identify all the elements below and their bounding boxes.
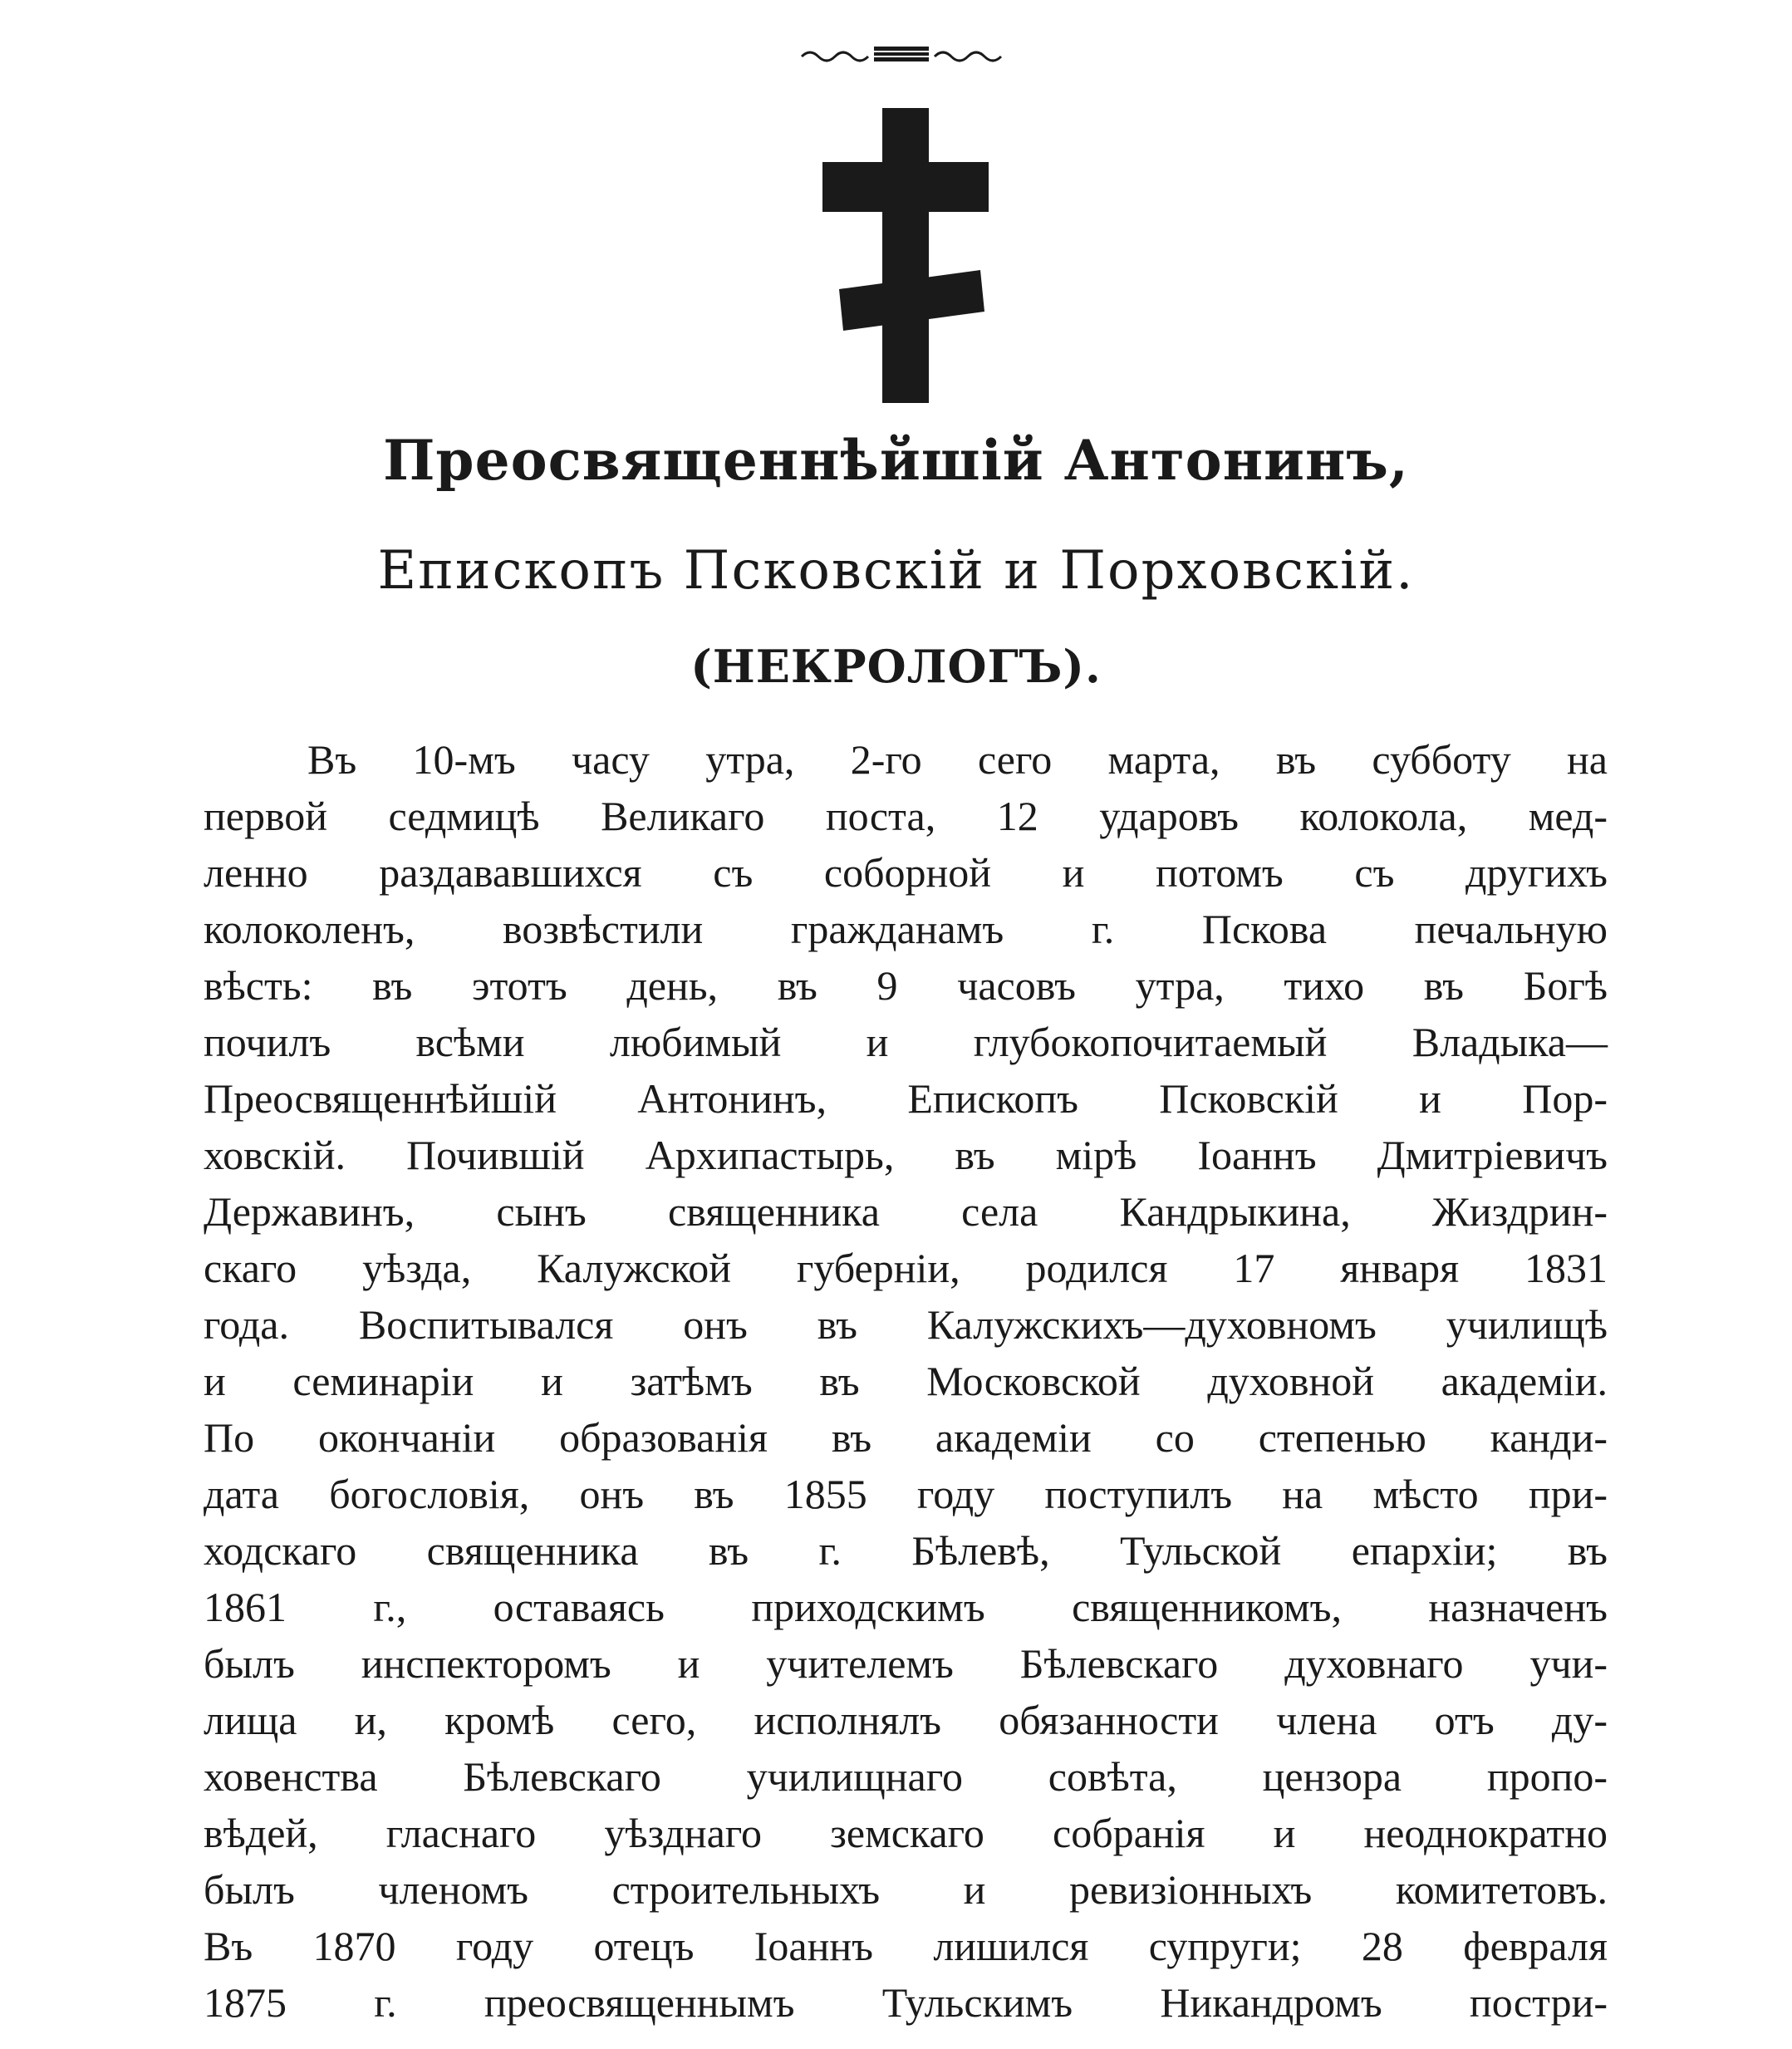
text-line: Въ 10-мъ часу утра, 2-го сего марта, въ субботу на xyxy=(307,736,1608,783)
text-line: 1861 г., оставаясь приходскимъ священникомъ, назначенъ xyxy=(204,1584,1608,1630)
text-line: года. Воспитывался онъ въ Калужскихъ—духовномъ училищѣ xyxy=(204,1301,1608,1348)
text-line: 1875 г. преосвященнымъ Тульскимъ Никандромъ постри- xyxy=(204,1979,1608,2026)
text-line: дата богословія, онъ въ 1855 году поступилъ на мѣсто при- xyxy=(204,1471,1608,1517)
text-line: былъ инспекторомъ и учителемъ Бѣлевскаго духовнаго учи- xyxy=(204,1640,1608,1687)
text-line: вѣдей, гласнаго уѣзднаго земскаго собранія и неоднократно xyxy=(204,1810,1608,1856)
bishop-name: Преосвященнѣйшій Антонинъ, xyxy=(383,428,1409,493)
obituary-label: (НЕКРОЛОГЪ). xyxy=(690,640,1102,693)
obituary-body xyxy=(204,731,1608,2031)
text-line: Державинъ, сынъ священника села Кандрыкина, Жиздрин- xyxy=(204,1188,1608,1235)
text-line: первой седмицѣ Великаго поста, 12 ударовъ колокола, мед- xyxy=(204,793,1608,839)
text-line: былъ членомъ строительныхъ и ревизіонныхъ комитетовъ. xyxy=(204,1866,1608,1913)
orthodox-cross-icon xyxy=(822,108,989,403)
decorative-ornament-icon xyxy=(798,42,1005,66)
text-line: Преосвященнѣйшій Антонинъ, Епископъ Псковскій и Пор- xyxy=(204,1075,1608,1122)
text-line: и семинаріи и затѣмъ въ Московской духовной академіи. xyxy=(204,1358,1608,1404)
bishop-title: Епископъ Псковскій и Порховскій. xyxy=(377,540,1415,602)
text-line: скаго уѣзда, Калужской губерніи, родился 17 января 1831 xyxy=(204,1245,1608,1291)
text-line: По окончаніи образованія въ академіи со степенью канди- xyxy=(204,1414,1608,1461)
text-line: ховенства Бѣлевскаго училищнаго совѣта, цензора пропо- xyxy=(204,1753,1608,1800)
text-line: колоколенъ, возвѣстили гражданамъ г. Пскова печальную xyxy=(204,906,1608,952)
text-line: Въ 1870 году отецъ Іоаннъ лишился супруги; 28 февраля xyxy=(204,1923,1608,1969)
text-line: ходскаго священника въ г. Бѣлевѣ, Тульской епархіи; въ xyxy=(204,1527,1608,1574)
text-line: почилъ всѣми любимый и глубокопочитаемый Владыка— xyxy=(204,1019,1608,1065)
text-line: лища и, кромѣ сего, исполнялъ обязанности члена отъ ду- xyxy=(204,1697,1608,1743)
text-line: ленно раздававшихся съ соборной и потомъ съ другихъ xyxy=(204,849,1608,896)
text-line: вѣсть: въ этотъ день, въ 9 часовъ утра, тихо въ Богѣ xyxy=(204,962,1608,1009)
text-line: ховскій. Почившій Архипастырь, въ мірѣ Іоаннъ Дмитріевичъ xyxy=(204,1132,1608,1178)
